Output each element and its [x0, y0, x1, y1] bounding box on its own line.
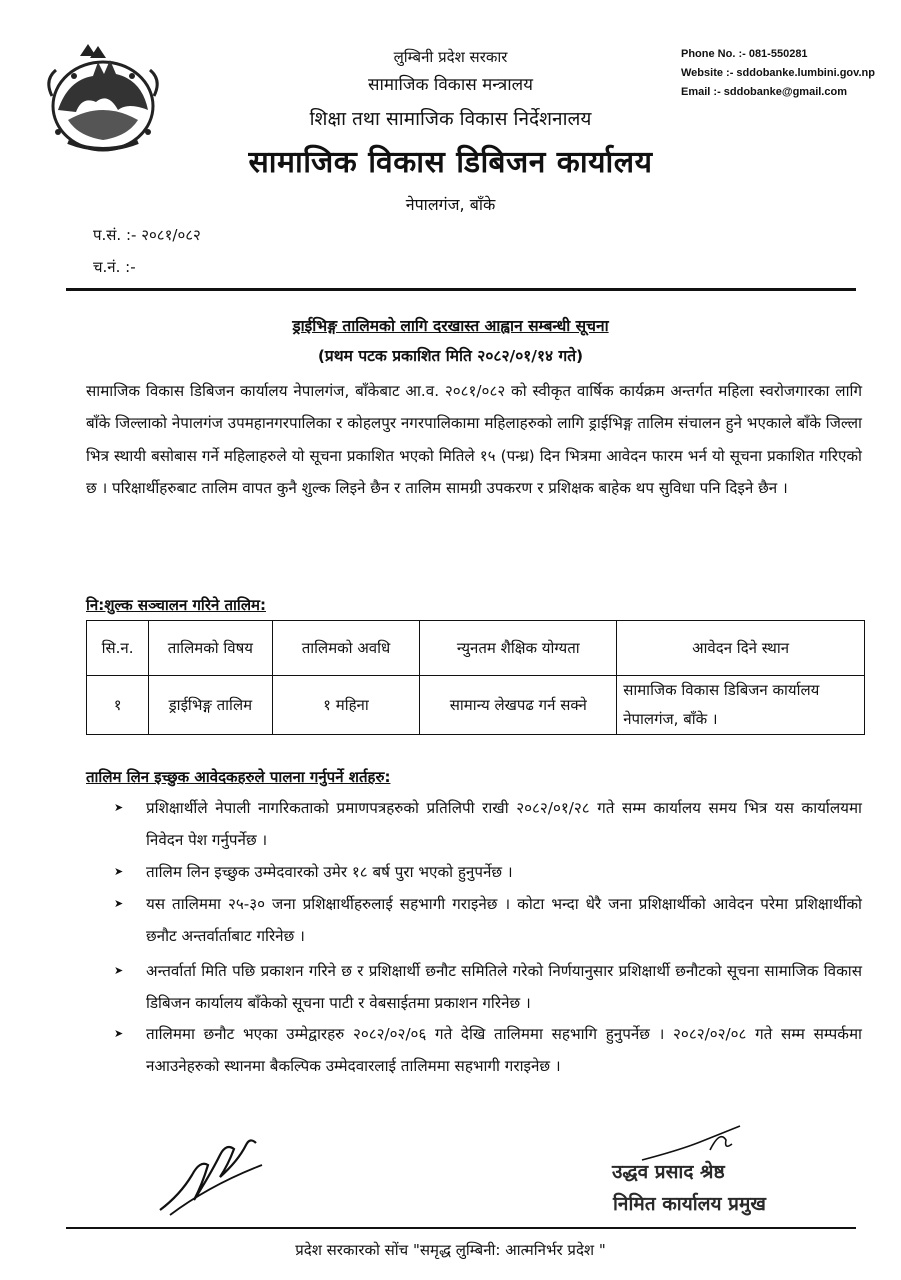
list-item: ➤ अन्तर्वार्ता मिति पछि प्रकाशन गरिने छ र प्रशिक्षार्थी छनौट समितिले गरेको निर्णयानुसार प्रशिक्षार्थी छनौटको सूचना सामाजिक विकास डिबिजन कार्यालय बाँकेको सूचना पाटी र वेबसाईतमा प्रकाशन गरिनेछ । — [116, 955, 862, 1019]
table-cell: १ महिना — [272, 676, 420, 735]
notice-subtitle: (प्रथम पटक प्रकाशित मिति २०८२/०१/१४ गते) — [317, 347, 584, 365]
phone-number: Phone No. :- 081-550281 — [681, 48, 808, 60]
contact-block — [681, 45, 875, 102]
notice-title: ड्राईभिङ्ग तालिमको लागि दरखास्त आह्वान सम्बन्धी सूचना — [292, 317, 609, 335]
arrowhead-bullet-icon: ➤ — [114, 964, 124, 977]
header-divider — [66, 288, 856, 291]
list-item: ➤ तालिम लिन इच्छुक उम्मेदवारको उमेर १८ बर्ष पुरा भएको हुनुपर्नेछ । — [116, 856, 862, 888]
table-row — [87, 676, 865, 735]
table-header-cell: न्युनतम शैक्षिक योग्यता — [420, 621, 617, 676]
signatory-stamp-title: निमित कार्यालय प्रमुख — [613, 1193, 766, 1215]
table-cell: ड्राईभिङ्ग तालिम — [149, 676, 272, 735]
arrowhead-bullet-icon: ➤ — [114, 801, 124, 814]
list-item: ➤ तालिममा छनौट भएका उम्मेद्वारहरु २०८२/०२/०६ गते देखि तालिममा सहभागि हुनुपर्नेछ । २०८२/०२/०८ गते सम्म सम्पर्कमा नआउनेहरुको स्थानमा बैकल्पिक उम्मेदवारलाई तालिममा सहभागी गराइनेछ । — [116, 1018, 862, 1082]
table-cell: १ — [87, 676, 149, 735]
footer-divider — [66, 1227, 856, 1229]
table-cell: सामाजिक विकास डिबिजन कार्यालय नेपालगंज, बाँके । — [617, 676, 865, 735]
reference-number: प.सं. :- २०८१/०८२ — [93, 226, 201, 244]
training-heading: नि:शुल्क सञ्चालन गरिने तालिम: — [86, 596, 266, 614]
website: Website :- sddobanke.lumbini.gov.np — [681, 67, 875, 79]
arrowhead-bullet-icon: ➤ — [114, 897, 124, 910]
signatory-stamp-name: उद्धव प्रसाद श्रेष्ठ — [612, 1161, 725, 1183]
list-item: ➤ प्रशिक्षार्थीले नेपाली नागरिकताको प्रमाणपत्रहरुको प्रतिलिपी राखी २०८२/०१/२८ गते सम्म कार्यालय समय भित्र यस कार्यालयमा निवेदन पेश गर्नुपर्नेछ । — [116, 792, 862, 856]
arrowhead-bullet-icon: ➤ — [114, 865, 124, 878]
notice-body: सामाजिक विकास डिबिजन कार्यालय नेपालगंज, बाँकेबाट आ.व. २०८१/०८२ को स्वीकृत वार्षिक कार्यक्रम अन्तर्गत महिला स्वरोजगारका लागि बाँके जिल्लाको नेपालगंज उपमहानगरपालिका र कोहलपुर नगरपालिकामा महिलाहरुको लागि ड्राईभिङ्ग तालिम संचालन हुने भएकाले बाँके जिल्ला भित्र स्थायी बसोबास गर्ने महिलाहरुले यो सूचना प्रकाशित भएको मितिले १५ (पन्ध्र) दिन भित्रमा आवेदन फारम भर्न यो सूचना प्रकाशित गरिएको छ । परिक्षार्थीहरुबाट तालिम वापत कुनै शुल्क लिइने छैन र तालिम सामग्री उपकरण र प्रशिक्षक बाहेक थप सुविधा पनि दिइने छैन । — [86, 382, 862, 497]
list-item: ➤ यस तालिममा २५-३० जना प्रशिक्षार्थीहरुलाई सहभागी गराइनेछ । कोटा भन्दा धेरै जना प्रशिक्षार्थीको आवेदन परेमा प्रशिक्षार्थीको छनौट अन्तर्वार्ताबाट गरिनेछ । — [116, 888, 862, 952]
table-cell: सामान्य लेखपढ गर्न सक्ने — [420, 676, 617, 735]
directorate-name: शिक्षा तथा सामाजिक विकास निर्देशनालय — [309, 108, 592, 130]
table-header-cell: आवेदन दिने स्थान — [617, 621, 865, 676]
government-name: लुम्बिनी प्रदेश सरकार — [393, 48, 508, 66]
table-header-cell: तालिमको अवधि — [272, 621, 420, 676]
table-header-cell: सि.न. — [87, 621, 149, 676]
ministry-name: सामाजिक विकास मन्त्रालय — [367, 75, 533, 95]
dispatch-number: च.नं. :- — [93, 258, 136, 276]
office-location: नेपालगंज, बाँके — [405, 195, 496, 214]
conditions-heading: तालिम लिन इच्छुक आवेदकहरुले पालना गर्नुपर्ने शर्तहरु: — [86, 768, 391, 786]
arrowhead-bullet-icon: ➤ — [114, 1027, 124, 1040]
handwritten-signature-icon — [150, 1125, 270, 1225]
table-header-cell: तालिमको विषय — [149, 621, 272, 676]
office-name: सामाजिक विकास डिबिजन कार्यालय — [248, 145, 653, 180]
training-table — [86, 620, 865, 735]
table-header-row — [87, 621, 865, 676]
footer-motto: प्रदेश सरकारको सोंच "समृद्ध लुम्बिनी: आत्मनिर्भर प्रदेश " — [295, 1241, 606, 1259]
email: Email :- sddobanke@gmail.com — [681, 86, 847, 98]
